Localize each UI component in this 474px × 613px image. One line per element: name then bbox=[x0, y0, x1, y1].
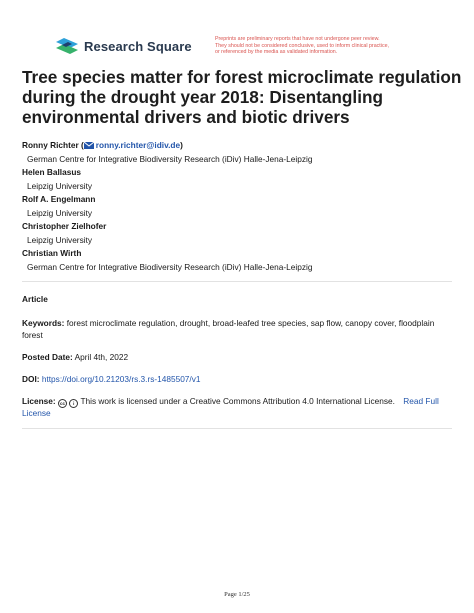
preprint-notice bbox=[215, 36, 445, 56]
license-text: This work is licensed under a Creative Commons Attribution 4.0 International License. bbox=[80, 396, 395, 406]
read-full-license-link[interactable]: Read Full bbox=[403, 396, 439, 406]
license-block bbox=[22, 396, 454, 420]
read-full-license-link-cont[interactable]: License bbox=[22, 408, 51, 418]
posted-date-label: Posted Date: bbox=[22, 352, 73, 362]
title-line: Tree species matter for forest microclimate regulation bbox=[22, 67, 462, 87]
doi-label: DOI: bbox=[22, 374, 40, 384]
keywords-block bbox=[22, 318, 454, 341]
creative-commons-icon: cc bbox=[59, 401, 65, 406]
notice-line: or referenced by the media as validated information. bbox=[215, 49, 338, 56]
license-label: License: bbox=[22, 396, 56, 406]
notice-line: They should not be considered conclusive, used to inform clinical practice, bbox=[215, 42, 390, 49]
author-name: Helen Ballasus bbox=[22, 167, 82, 177]
title-line: during the drought year 2018: Disentangling bbox=[22, 87, 383, 107]
author-affiliation: German Centre for Integrative Biodiversity Research (iDiv) Halle-Jena-Leipzig bbox=[27, 153, 313, 164]
article-type bbox=[22, 294, 454, 306]
divider bbox=[22, 428, 452, 429]
posted-date bbox=[22, 352, 454, 364]
author-name: Rolf A. Engelmann bbox=[22, 194, 96, 204]
divider bbox=[22, 281, 452, 282]
article-type-label: Article bbox=[22, 294, 48, 304]
envelope-icon bbox=[84, 142, 94, 149]
author-list bbox=[22, 139, 462, 274]
author-name: Christian Wirth bbox=[22, 248, 82, 258]
posted-date-value: April 4th, 2022 bbox=[74, 352, 129, 362]
author-affiliation: Leipzig University bbox=[27, 180, 93, 191]
author-email-link[interactable]: ronny.richter@idiv.de bbox=[95, 140, 181, 150]
research-square-logo[interactable] bbox=[56, 38, 192, 54]
author-name: Christopher Zielhofer bbox=[22, 221, 107, 231]
author-name-text: Ronny Richter bbox=[22, 140, 79, 150]
keywords-text-cont: forest bbox=[22, 329, 43, 340]
logo-text: Research Square bbox=[84, 38, 192, 54]
author-affiliation: Leipzig University bbox=[27, 234, 93, 245]
notice-line: Preprints are preliminary reports that have not undergone peer review. bbox=[215, 36, 380, 42]
author-affiliation: German Centre for Integrative Biodiversity Research (iDiv) Halle-Jena-Leipzig bbox=[27, 261, 313, 272]
keywords-label: Keywords: bbox=[22, 318, 65, 328]
title-line: environmental drivers and biotic drivers bbox=[22, 107, 350, 127]
research-square-logo-icon bbox=[56, 38, 78, 54]
author-name: Ronny Richter ( ronny.richter@idiv.de) bbox=[22, 140, 183, 150]
keywords-text: forest microclimate regulation, drought, broad-leafed tree species, sap flow, canopy cover, floodplain bbox=[66, 318, 435, 328]
paper-title bbox=[22, 67, 462, 127]
doi-block bbox=[22, 374, 454, 386]
page-number: Page 1/25 bbox=[224, 591, 250, 598]
author-affiliation: Leipzig University bbox=[27, 207, 93, 218]
doi-link[interactable]: https://doi.org/10.21203/rs.3.rs-1485507/v1 bbox=[41, 374, 201, 384]
attribution-icon: i bbox=[69, 399, 78, 408]
header bbox=[56, 36, 474, 62]
